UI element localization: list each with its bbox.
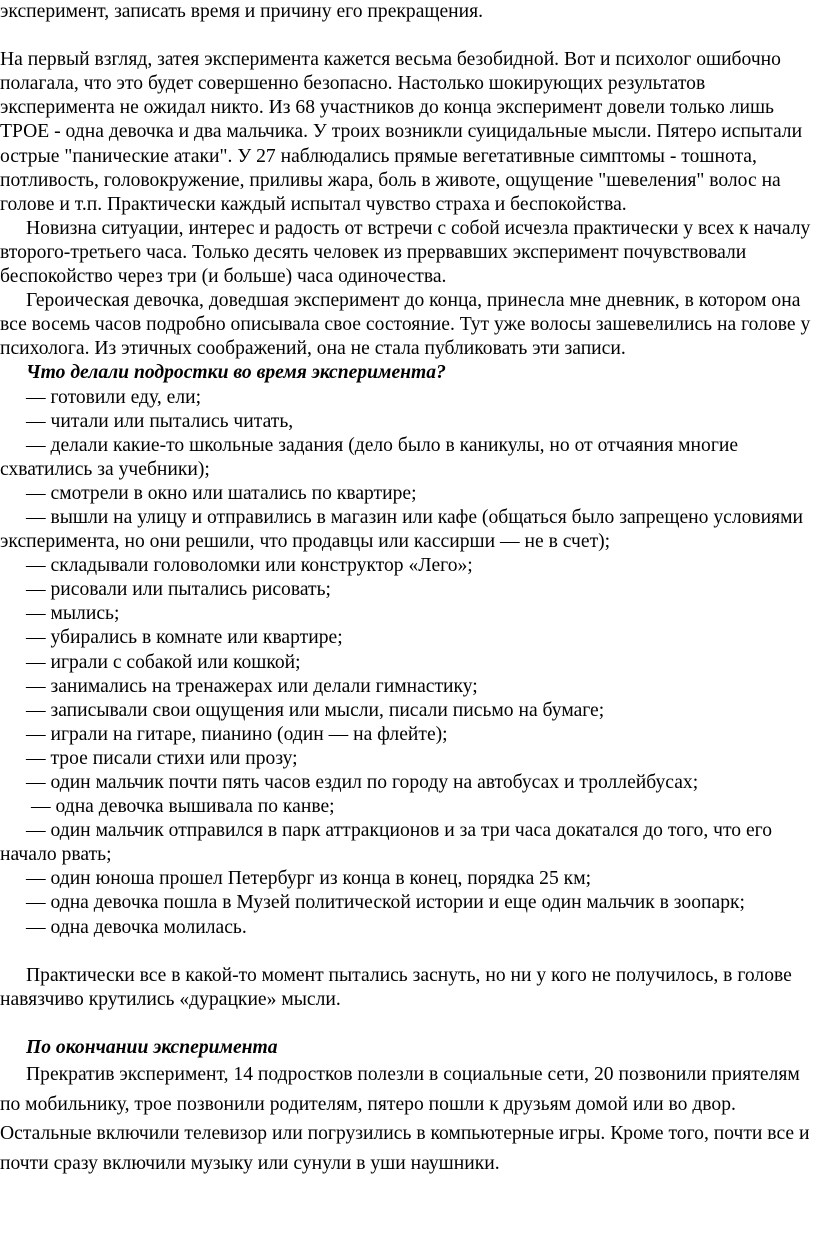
top-line: эксперимент, записать время и причину его прекращения.: [0, 1, 484, 22]
list-item: — мылись;: [26, 603, 120, 625]
list-item: — одна девочка молилась.: [26, 916, 247, 938]
list-item: — один мальчик почти пять часов ездил по городу на автобусах и троллейбусах;: [26, 772, 699, 793]
list-item: — играли с собакой или кошкой;: [26, 651, 301, 673]
paragraph-sleep: Практически все в какой-то момент пытались заснуть, но ни у кого не получилось, в голове навязчиво крутились «дурацкие» мысли.: [0, 964, 792, 1010]
list-item: — готовили еду, ели;: [26, 386, 202, 408]
list-item: — записывали свои ощущения или мысли, писали письмо на бумаге;: [26, 699, 605, 721]
list-item: — занимались на тренажерах или делали гимнастику;: [26, 675, 478, 697]
blank-line: [0, 1012, 812, 1036]
paragraph-after-experiment: Прекратив эксперимент, 14 подростков полезли в социальные сети, 20 позвонили приятелям по мобильнику, трое позвонили родителям, пятеро пошли к друзьям домой или во двор. Остальные включили телевизор или погрузились в компьютерные игры. Кроме того, почти все и почти сразу включили музыку или сунули в уши наушники.: [0, 1064, 810, 1174]
list-item: — рисовали или пытались рисовать;: [26, 579, 331, 601]
heading-activities: Что делали подростки во время эксперимента?: [26, 362, 446, 384]
list-item: — одна девочка пошла в Музей политической истории и еще один мальчик в зоопарк;: [26, 892, 745, 914]
list-item: — делали какие-то школьные задания (дело было в каникулы, но от отчаяния многие схватились за учебники);: [0, 434, 739, 480]
activities-list: [0, 386, 812, 940]
heading-after-experiment: По окончании эксперимента: [26, 1037, 278, 1059]
paragraph-first-impression: На первый взгляд, затея эксперимента кажется весьма безобидной. Вот и психолог ошибочно полагала, что это будет совершенно безопасно. Настолько шокирующих результатов эксперимента не ожидал никто. Из 68 участников до конца эксперимент довели только лишь ТРОЕ - одна девочка и два мальчика. У троих возникли суицидальные мысли. Пятеро испытали острые "панические атаки". У 27 наблюдались прямые вегетативные симптомы - тошнота, потливость, головокружение, приливы жара, боль в животе, ощущение "шевеления" волос на голове и т.п. Практически каждый испытал чувство страха и беспокойства.: [0, 49, 803, 215]
list-item: — один мальчик отправился в парк аттракционов и за три часа докатался до того, что его начало рвать;: [0, 820, 773, 866]
blank-line: [0, 24, 812, 48]
list-item: — убирались в комнате или квартире;: [26, 627, 343, 649]
list-item: — вышли на улицу и отправились в магазин или кафе (общаться было запрещено условиями эксперимента, но они решили, что продавцы или кассирши — не в счет);: [0, 506, 804, 553]
list-item: — один юноша прошел Петербург из конца в конец, порядка 25 км;: [26, 868, 592, 890]
paragraph-novelty: Новизна ситуации, интерес и радость от встречи с собой исчезла практически у всех к началу второго-третьего часа. Только десять человек из прервавших эксперимент почувствовали беспокойство через три (и больше) часа одиночества.: [0, 217, 811, 288]
list-item: — играли на гитаре, пианино (один — на флейте);: [26, 723, 448, 745]
list-item: — трое писали стихи или прозу;: [26, 747, 298, 769]
list-item: — читали или пытались читать,: [26, 410, 294, 432]
paragraph-heroic-girl: Героическая девочка, доведшая эксперимент до конца, принесла мне дневник, в котором она все восемь часов подробно описывала свое состояние. Тут уже волосы зашевелились на голове у психолога. Из этичных соображений, она не стала публиковать эти записи.: [0, 290, 811, 360]
list-item: — одна девочка вышивала по канве;: [31, 796, 335, 818]
blank-line: [0, 940, 812, 964]
list-item: — смотрели в окно или шатались по квартире;: [26, 482, 417, 504]
list-item: — складывали головоломки или конструктор «Лего»;: [26, 555, 473, 577]
